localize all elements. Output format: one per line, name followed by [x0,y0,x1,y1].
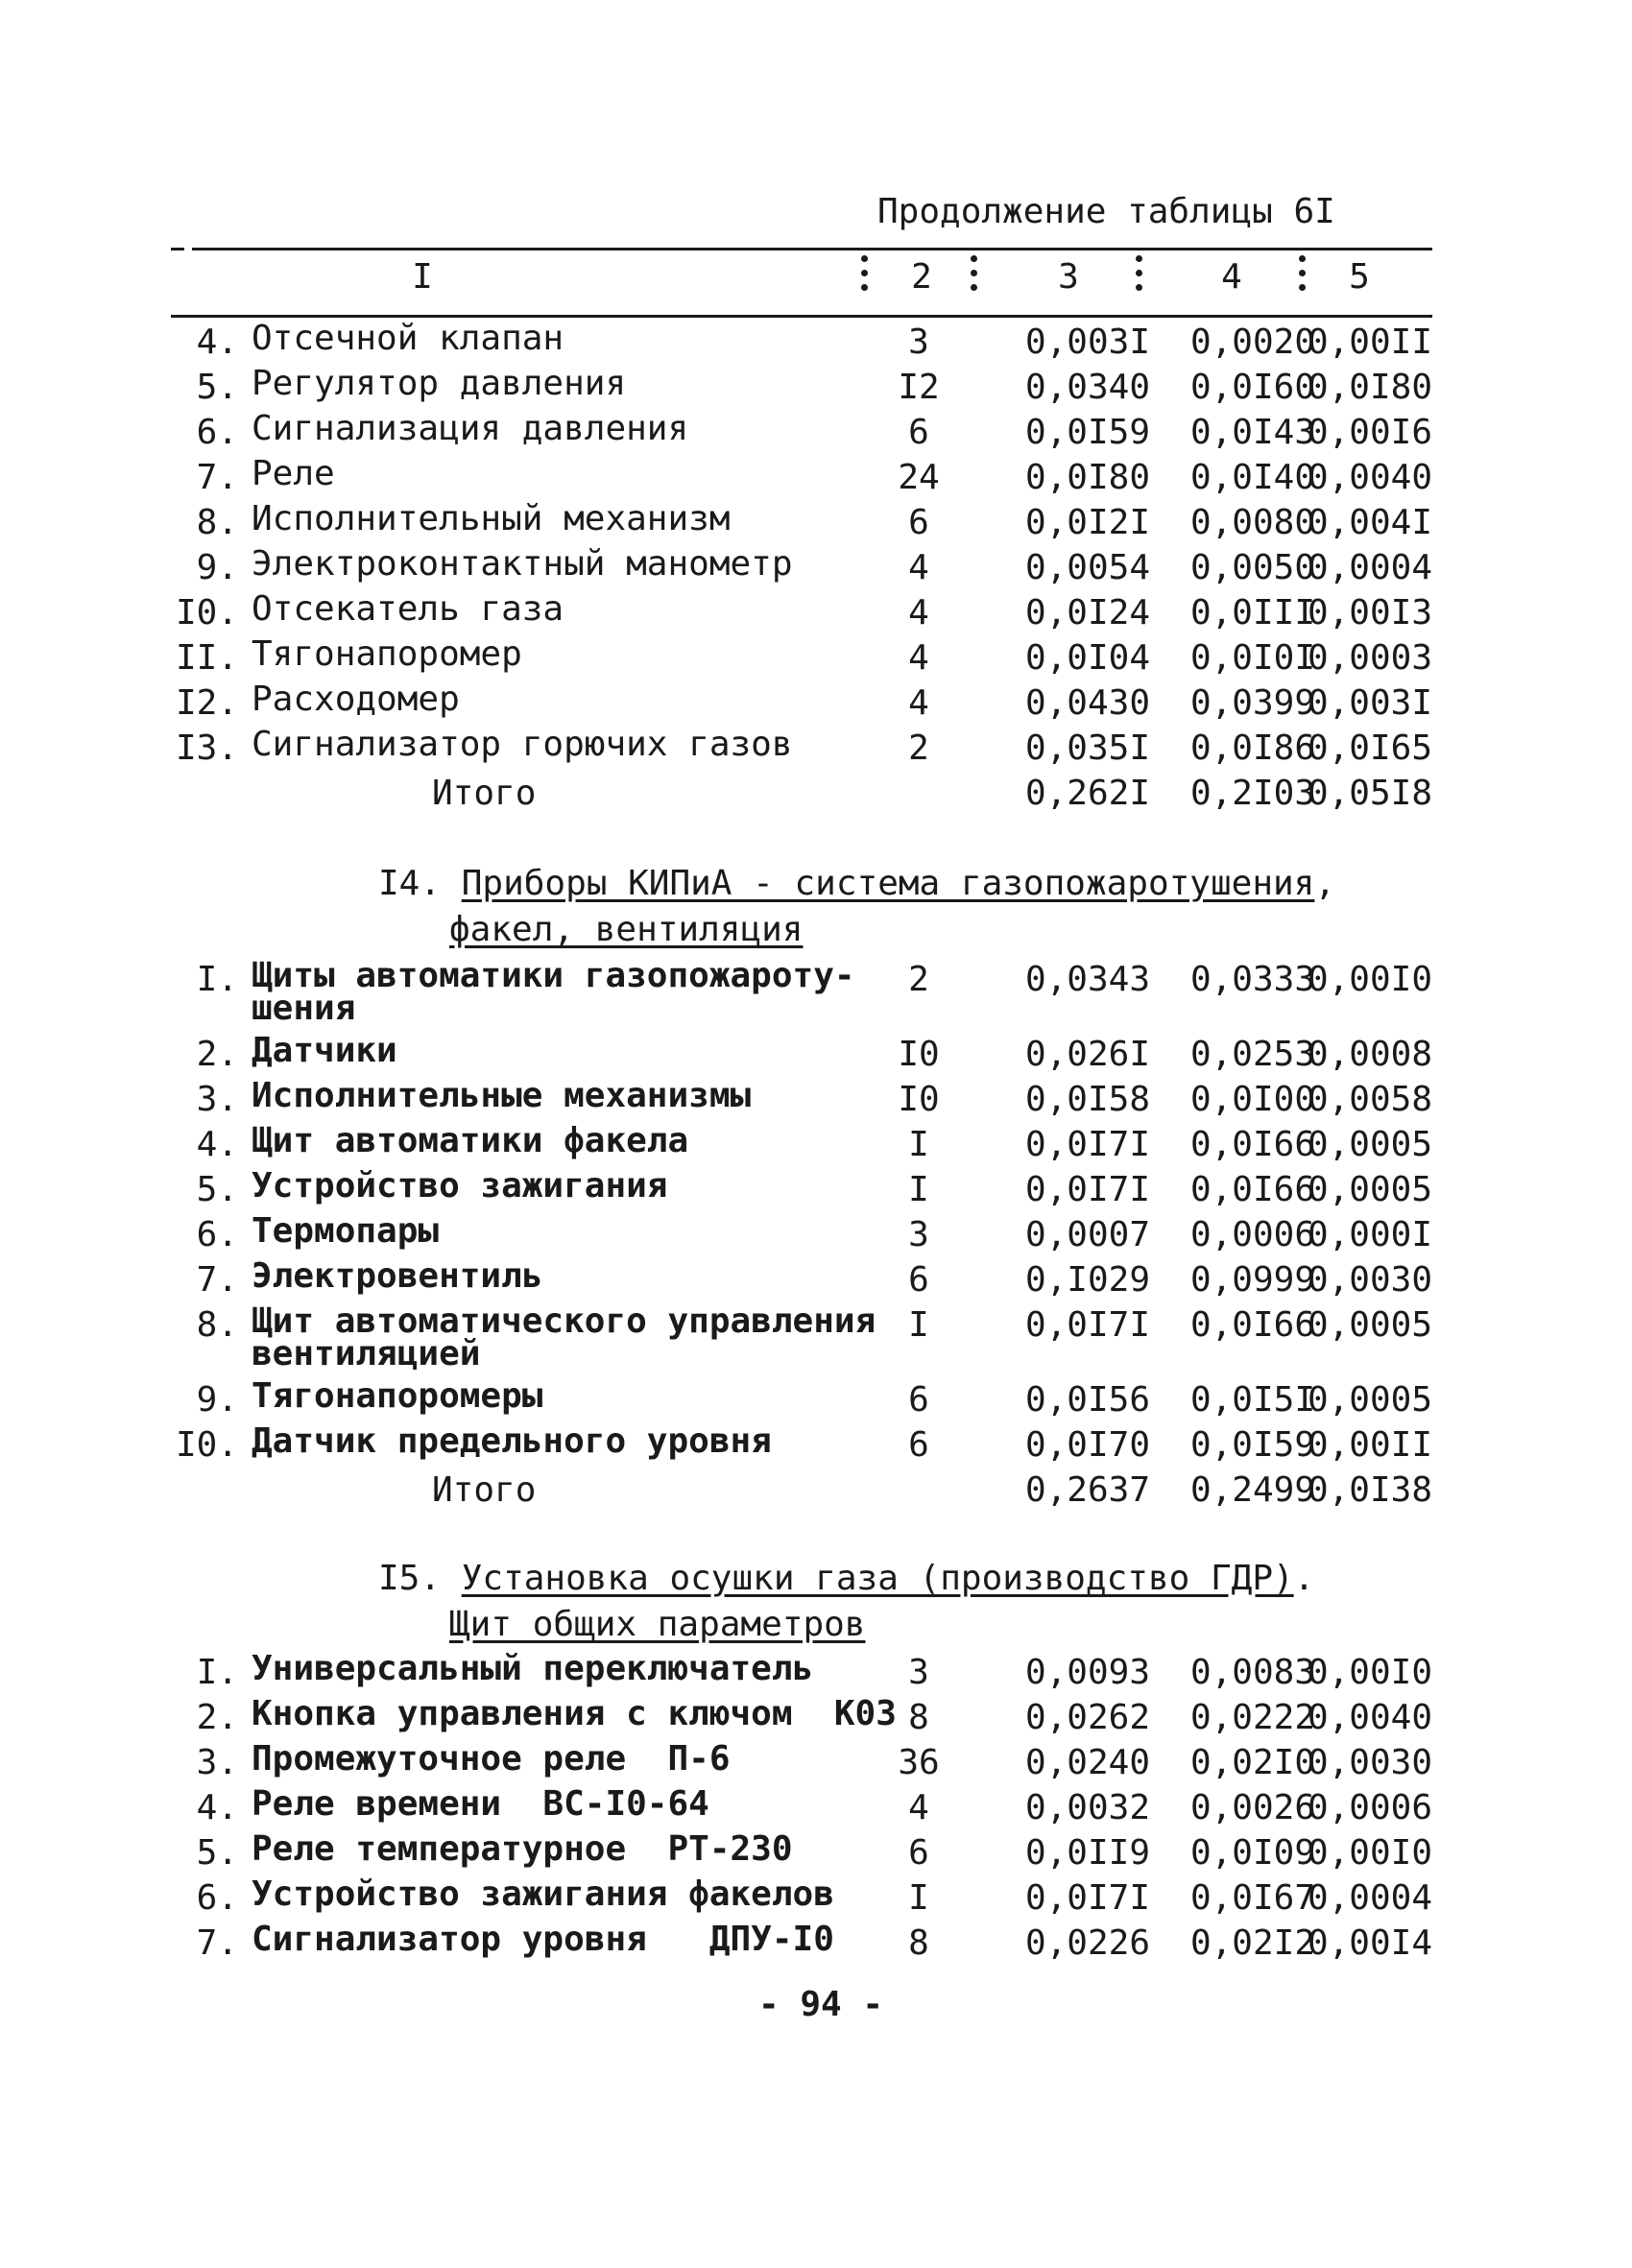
row-qty: I [908,1170,929,1209]
row-name: Устройство зажигания [252,1166,668,1206]
total-col5: 0,05I8 [1307,774,1432,813]
row-col3: 0,0340 [1024,368,1150,407]
row-qty: 8 [908,1923,929,1963]
total-label: Итого [432,774,537,813]
table-row [0,1301,1632,1373]
row-number: 4. [196,1125,238,1164]
row-col5: 0,0008 [1307,1035,1432,1074]
section-title-line2: Щит общих параметров [449,1605,866,1644]
row-col5: 0,0005 [1307,1305,1432,1345]
row-col4: 0,0999 [1189,1260,1315,1300]
row-col5: 0,0004 [1307,548,1432,587]
row-col3: 0,0093 [1024,1653,1150,1692]
row-col5: 0,0040 [1307,458,1432,497]
row-number: I2. [175,683,238,723]
row-col4: 0,0050 [1189,548,1315,587]
total-row [0,774,1632,820]
row-col4: 0,0I0I [1189,638,1315,678]
section-14-heading [378,864,1335,903]
column-header-2: 2 [911,257,932,297]
row-name: Электровентиль [252,1256,543,1296]
row-qty: 6 [908,1833,929,1873]
row-col4: 0,0I60 [1189,368,1315,407]
row-qty: 6 [908,1380,929,1420]
row-number: I. [196,1653,238,1692]
row-name: Универсальный переключатель [252,1649,814,1688]
row-qty: 4 [908,548,929,587]
row-col3: 0,0343 [1024,960,1150,999]
row-number: 2. [196,1035,238,1074]
table-row [0,1874,1632,1924]
row-col3: 0,0032 [1024,1788,1150,1827]
total-col3: 0,262I [1024,774,1150,813]
row-col5: 0,00II [1307,1425,1432,1465]
table-row [0,409,1632,459]
section-title-line1: Приборы КИПиА - система газопожаротушения [461,864,1315,903]
table-row [0,589,1632,639]
row-col4: 0,0I09 [1189,1833,1315,1873]
row-qty: 3 [908,322,929,362]
table-row [0,1421,1632,1471]
table-row [0,1920,1632,1970]
section-title-line1: Установка осушки газа (производство ГДР) [461,1559,1294,1598]
row-col5: 0,0006 [1307,1788,1432,1827]
row-col5: 0,0I65 [1307,728,1432,768]
row-col4: 0,0253 [1189,1035,1315,1074]
row-col4: 0,0I59 [1189,1425,1315,1465]
table-row [0,1076,1632,1126]
row-qty: 24 [898,458,940,497]
row-qty: I [908,1125,929,1164]
table-row [0,1784,1632,1834]
row-name: Расходомер [252,680,460,719]
row-name: Регулятор давления [252,364,627,403]
row-col3: 0,I029 [1024,1260,1150,1300]
row-col5: 0,0058 [1307,1080,1432,1119]
table-row [0,1694,1632,1744]
column-separator [964,251,983,311]
total-col5: 0,0I38 [1307,1470,1432,1510]
row-col3: 0,0007 [1024,1215,1150,1254]
row-col5: 0,00I3 [1307,593,1432,633]
row-col4: 0,0222 [1189,1698,1315,1737]
row-col3: 0,0I04 [1024,638,1150,678]
row-number: I. [196,960,238,999]
row-col4: 0,0I67 [1189,1878,1315,1918]
top-rule-dash [171,248,184,251]
row-col4: 0,02I2 [1189,1923,1315,1963]
row-number: 5. [196,368,238,407]
row-col3: 0,0I7I [1024,1878,1150,1918]
row-number: 3. [196,1743,238,1782]
row-qty: I [908,1305,929,1345]
row-col4: 0,0I40 [1189,458,1315,497]
top-rule [192,248,1432,251]
row-number: 8. [196,503,238,542]
row-qty: 6 [908,1260,929,1300]
row-col5: 0,0030 [1307,1260,1432,1300]
row-number: 8. [196,1305,238,1345]
row-col3: 0,035I [1024,728,1150,768]
row-number: 5. [196,1170,238,1209]
column-header-3: 3 [1058,257,1079,297]
row-name: Сигнализатор уровня ДПУ-I0 [252,1920,834,1959]
table-row [0,1829,1632,1879]
row-number: 3. [196,1080,238,1119]
table-row [0,1256,1632,1306]
row-name: Датчики [252,1031,397,1070]
row-qty: 6 [908,503,929,542]
total-col4: 0,2499 [1189,1470,1315,1510]
header-rule [171,315,1432,318]
row-col5: 0,0003 [1307,638,1432,678]
row-col5: 0,0030 [1307,1743,1432,1782]
row-col3: 0,0262 [1024,1698,1150,1737]
row-number: 6. [196,413,238,452]
row-name: Реле времени ВС-I0-64 [252,1784,709,1824]
row-name: Щит автоматического управления вентиляцией [252,1301,876,1373]
table-row [0,634,1632,684]
row-col5: 0,00I0 [1307,1653,1432,1692]
row-col4: 0,0083 [1189,1653,1315,1692]
row-col4: 0,0I66 [1189,1125,1315,1164]
row-qty: 8 [908,1698,929,1737]
row-col5: 0,00I6 [1307,413,1432,452]
row-name: Реле температурное РТ-230 [252,1829,793,1869]
row-name: Тягонапоромер [252,634,522,674]
total-col3: 0,2637 [1024,1470,1150,1510]
table-row [0,319,1632,369]
row-col5: 0,0005 [1307,1170,1432,1209]
row-col3: 0,0I2I [1024,503,1150,542]
row-number: 6. [196,1215,238,1254]
table-row [0,1211,1632,1261]
row-number: 7. [196,1923,238,1963]
row-col3: 0,0240 [1024,1743,1150,1782]
row-col4: 0,0I00 [1189,1080,1315,1119]
column-separator [1129,251,1148,311]
row-number: I0. [175,593,238,633]
row-col3: 0,0430 [1024,683,1150,723]
column-header-1: I [412,257,433,297]
row-name: Отсечной клапан [252,319,564,358]
row-col5: 0,004I [1307,503,1432,542]
row-qty: 3 [908,1653,929,1692]
row-number: 4. [196,322,238,362]
row-col4: 0,0I66 [1189,1305,1315,1345]
row-col5: 0,0004 [1307,1878,1432,1918]
row-col3: 0,003I [1024,322,1150,362]
row-number: 6. [196,1878,238,1918]
row-qty: 6 [908,1425,929,1465]
row-qty: 2 [908,728,929,768]
section-14-subheading [449,910,803,949]
row-name: Щит автоматики факела [252,1121,689,1160]
total-label: Итого [432,1470,537,1510]
table-row [0,680,1632,729]
row-name: Датчик предельного уровня [252,1421,772,1461]
row-col3: 0,0I7I [1024,1305,1150,1345]
table-row [0,1649,1632,1699]
row-name: Отсекатель газа [252,589,564,629]
row-col3: 0,0I70 [1024,1425,1150,1465]
row-number: 9. [196,1380,238,1420]
row-col5: 0,0I80 [1307,368,1432,407]
row-name: Электроконтактный манометр [252,544,793,584]
row-qty: 2 [908,960,929,999]
total-row [0,1470,1632,1516]
table-row [0,1166,1632,1216]
row-col4: 0,0020 [1189,322,1315,362]
row-col5: 0,0040 [1307,1698,1432,1737]
row-col4: 0,0I66 [1189,1170,1315,1209]
row-number: 5. [196,1833,238,1873]
row-col5: 0,00I4 [1307,1923,1432,1963]
row-name: Кнопка управления с ключом К03 [252,1694,897,1733]
row-col3: 0,0I56 [1024,1380,1150,1420]
table-row [0,1376,1632,1426]
row-col4: 0,0399 [1189,683,1315,723]
row-name: Сигнализатор горючих газов [252,725,793,764]
row-name: Исполнительный механизм [252,499,731,538]
row-col4: 0,0III [1189,593,1315,633]
row-col4: 0,0I43 [1189,413,1315,452]
row-col5: 0,0005 [1307,1125,1432,1164]
section-number: I5. [378,1559,442,1598]
row-col3: 0,0054 [1024,548,1150,587]
table-row [0,1121,1632,1171]
table-row [0,454,1632,504]
page-number: - 94 - [758,1985,884,2024]
row-number: 2. [196,1698,238,1737]
table-row [0,544,1632,594]
row-col3: 0,0I58 [1024,1080,1150,1119]
row-name: Щиты автоматики газопожароту- шения [252,956,855,1028]
row-col3: 0,0I59 [1024,413,1150,452]
row-number: 7. [196,458,238,497]
row-number: II. [175,638,238,678]
row-col5: 0,000I [1307,1215,1432,1254]
row-number: I0. [175,1425,238,1465]
table-row [0,725,1632,775]
section-15-heading [378,1559,1314,1598]
row-col4: 0,02I0 [1189,1743,1315,1782]
column-separator [854,251,874,311]
row-col3: 0,0I24 [1024,593,1150,633]
table-row [0,1739,1632,1789]
row-col4: 0,0333 [1189,960,1315,999]
total-col4: 0,2I03 [1189,774,1315,813]
row-qty: 4 [908,683,929,723]
row-col5: 0,003I [1307,683,1432,723]
row-number: 9. [196,548,238,587]
row-qty: 36 [898,1743,940,1782]
row-col4: 0,0I86 [1189,728,1315,768]
table-row [0,364,1632,414]
row-qty: I0 [898,1080,940,1119]
row-name: Термопары [252,1211,440,1251]
row-name: Исполнительные механизмы [252,1076,752,1115]
row-col3: 0,0I80 [1024,458,1150,497]
row-qty: I0 [898,1035,940,1074]
row-col3: 0,0I7I [1024,1125,1150,1164]
section-number: I4. [378,864,442,903]
row-qty: 6 [908,413,929,452]
column-separator [1292,251,1311,311]
row-col4: 0,0I5I [1189,1380,1315,1420]
section-title-tail: . [1293,1559,1315,1598]
section-title-tail: , [1314,864,1336,903]
row-col3: 0,0I7I [1024,1170,1150,1209]
row-col5: 0,00I0 [1307,960,1432,999]
row-qty: 4 [908,1788,929,1827]
section-15-subheading [449,1605,865,1644]
row-col5: 0,0005 [1307,1380,1432,1420]
row-name: Тягонапоромеры [252,1376,543,1416]
table-row [0,499,1632,549]
table-row [0,956,1632,1028]
row-col4: 0,0006 [1189,1215,1315,1254]
row-col5: 0,00II [1307,322,1432,362]
row-qty: 4 [908,593,929,633]
row-name: Устройство зажигания факелов [252,1874,834,1914]
section-title-line2: факел, вентиляция [449,910,804,949]
row-col3: 0,0226 [1024,1923,1150,1963]
row-qty: I [908,1878,929,1918]
row-col4: 0,0080 [1189,503,1315,542]
row-name: Сигнализация давления [252,409,689,448]
row-col3: 0,026I [1024,1035,1150,1074]
column-header-5: 5 [1349,257,1370,297]
row-number: 4. [196,1788,238,1827]
row-number: 7. [196,1260,238,1300]
row-name: Реле [252,454,335,493]
row-col3: 0,0II9 [1024,1833,1150,1873]
row-number: I3. [175,728,238,768]
table-continuation-caption: Продолжение таблицы 6I [877,192,1335,231]
row-qty: I2 [898,368,940,407]
row-name: Промежуточное реле П-6 [252,1739,731,1779]
table-row [0,1031,1632,1081]
row-qty: 3 [908,1215,929,1254]
column-header-4: 4 [1221,257,1242,297]
row-qty: 4 [908,638,929,678]
row-col5: 0,00I0 [1307,1833,1432,1873]
row-col4: 0,0026 [1189,1788,1315,1827]
